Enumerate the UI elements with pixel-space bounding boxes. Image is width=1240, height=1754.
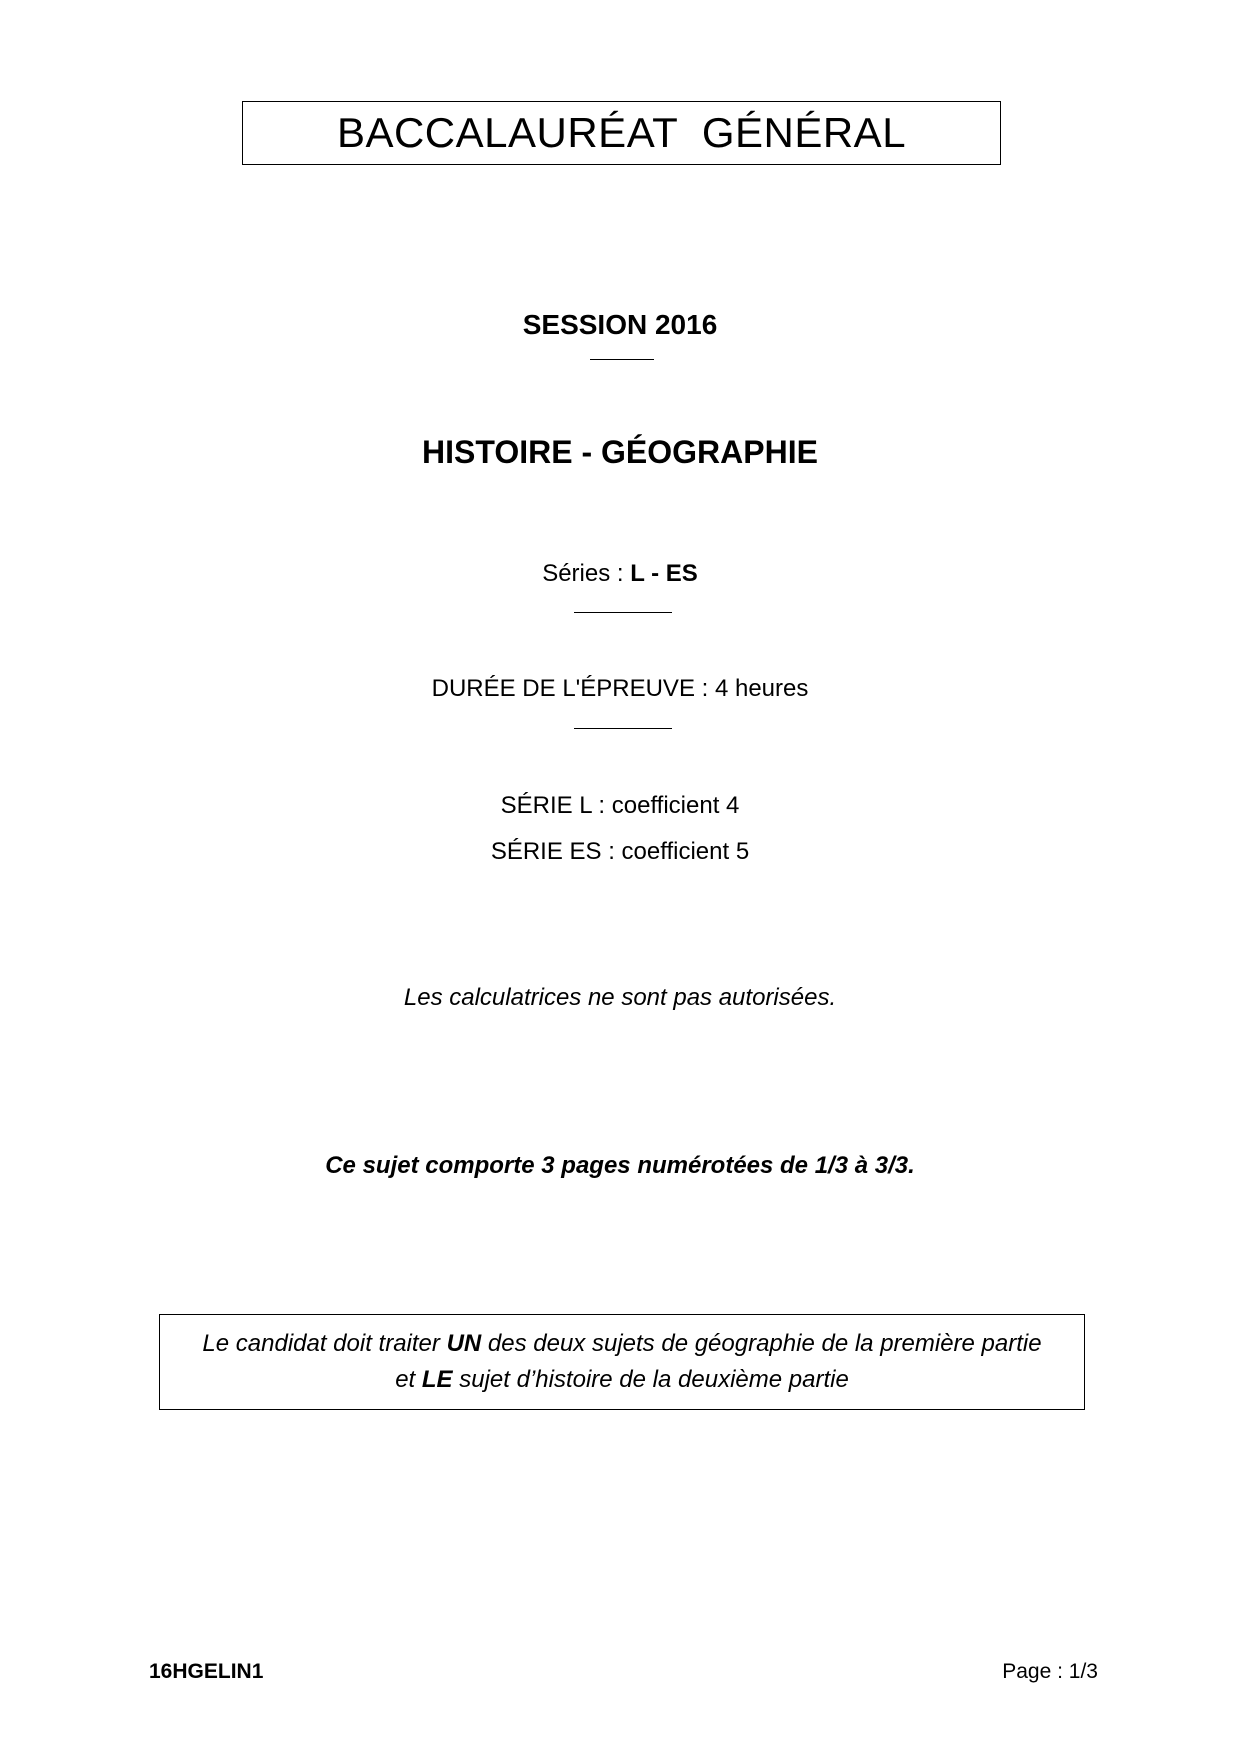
exam-title-box [242,101,1001,165]
duration-line: DURÉE DE L'ÉPREUVE : 4 heures [431,675,809,702]
exam-title: BACCALAURÉAT GÉNÉRAL [336,109,907,156]
coefficient-serie-es: SÉRIE ES : coefficient 5 [490,838,750,865]
instructions-line-1 [202,1326,1041,1362]
pages-note: Ce sujet comporte 3 pages numérotées de 1/3 à 3/3. [325,1152,915,1179]
series-divider [574,612,672,613]
series-label: Séries : [542,560,631,587]
subject-title: HISTOIRE - GÉOGRAPHIE [422,434,818,470]
page-number: Page : 1/3 [1002,1660,1098,1683]
instructions-text: des deux sujets de géographie de la première partie [481,1330,1042,1357]
instructions-text: Le candidat doit traiter [202,1330,447,1357]
instructions-emphasis: LE [421,1366,453,1393]
session-label: SESSION 2016 [522,309,718,340]
instructions-box [159,1314,1085,1410]
series-value: L - ES [630,560,698,587]
instructions-text: et [395,1366,422,1393]
session-divider [590,359,654,360]
instructions-emphasis: UN [446,1330,482,1357]
instructions-text: sujet d’histoire de la deuxième partie [452,1366,849,1393]
coefficient-serie-l: SÉRIE L : coefficient 4 [500,792,740,819]
exam-code: 16HGELIN1 [149,1660,264,1683]
calculators-note: Les calculatrices ne sont pas autorisées. [403,984,837,1011]
duration-divider [574,728,672,729]
series-line [0,560,1240,588]
instructions-line-2 [395,1362,849,1398]
